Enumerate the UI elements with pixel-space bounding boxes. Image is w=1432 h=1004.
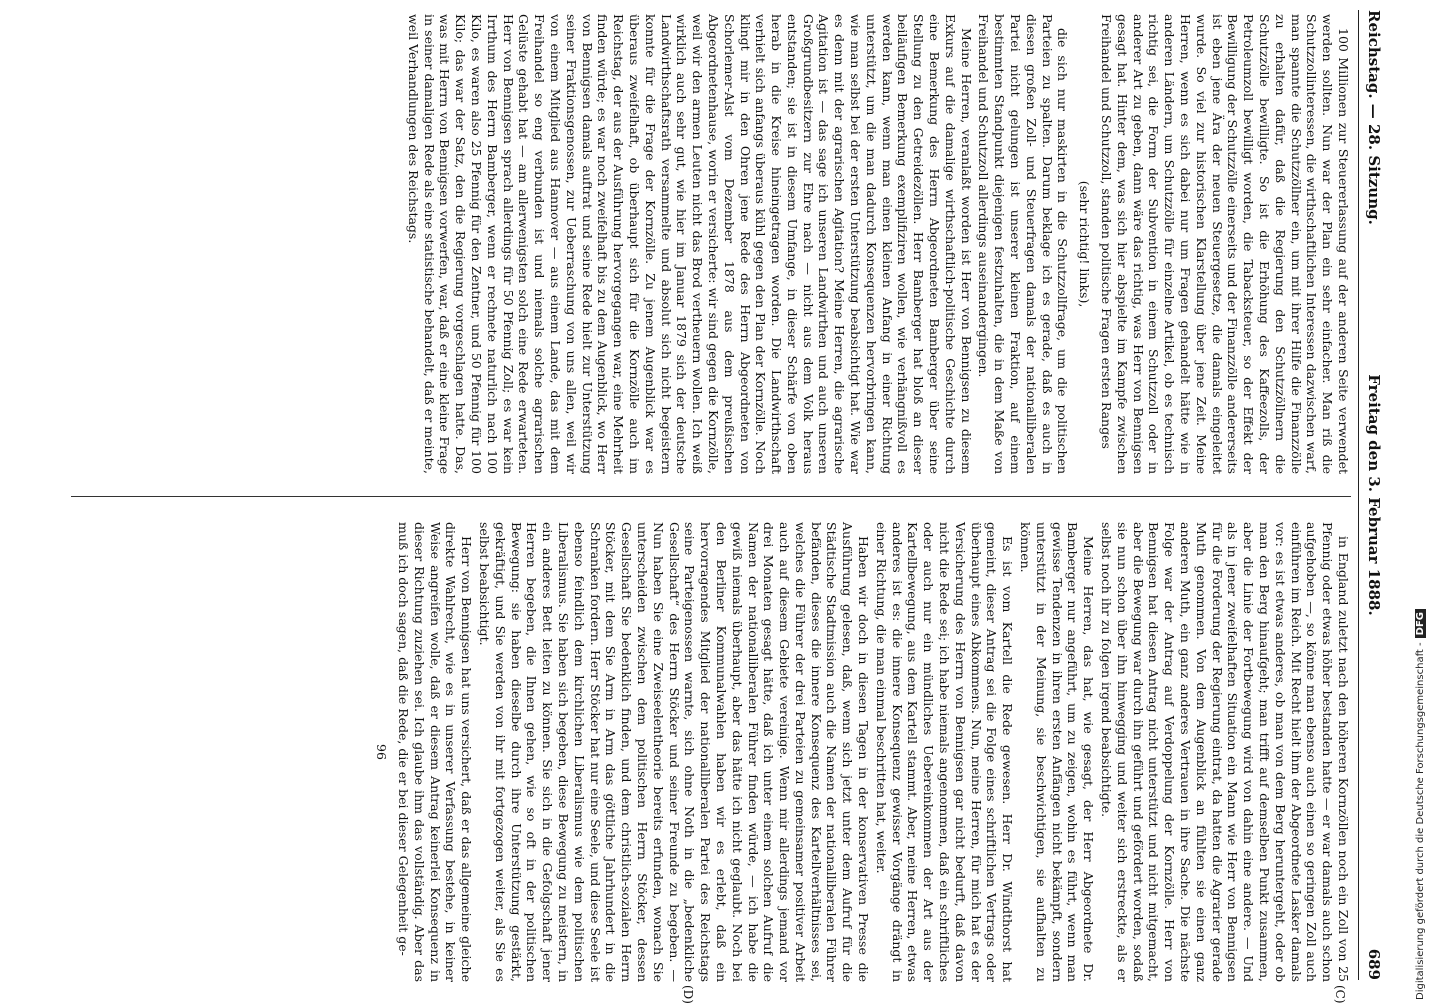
paragraph: Meine Herren, veranlaßt worden ist Herr von Bennigsen zu diesem Exkurs auf die damalige wirthschaftlich-politische Geschichte durch eine Bemerkung des Herrn Abgeordneten Bamberger über seine Stellung zu den Getreidezöllen. Herr Bamberger hat bloß an dieser beiläufigen Bemerkung exemplifiziren wollen, wie verhängnißvoll es werden kann, wenn man einen kleinen Anfang in einer Richtung unterstützt, um die man dadurch Konsequenzen hervorbringen kann, wie man selbst bei der ersten Unterstützung beabsichtigt hat. Wie war es denn mit der agrarischen Agitation? Meine Herren, die agrarische Agitation ist — das sage ich unseren Landwirthen und auch unseren Großgrundbesitzern zur Ehre nach — nicht aus dem Volk heraus entstanden; sie ist in diesem Umfange, in dieser Schärfe von oben herab in die Kreise hineingetragen worden. Die Landwirthschaft verhielt sich anfangs überaus kühl gegen den Plan der Kornzölle. Noch klingt mir in den Ohren jene Rede des Herrn Abgeordneten von Schorlemer-Alst vom Dezember 1878 aus dem preußischen Abgeordnetenhause, worin er versicherte: wir sind gegen die Kornzölle, weil wir den armen Leuten nicht das Brod vertheuern wollen. Ich weiß wirklich auch sehr gut, wie hier im Januar 1879 sich der deutsche Landwirthschaftsrath versammelte und absolut sich nicht begeistern konnte für die Frage der Kornzölle. Zu jenem Augenblick war es überaus zweifelhaft, ob überhaupt sich für die Kornzölle auch im Reichstag, der aus der Ausführung hervorgegangen war, eine Mehrheit finden würde; es war noch zweifelhaft bis zu dem Augenblick, wo Herr von Bennigsen damals auftrat und seine Rede hielt zur Unterstützung seiner Fraktionsgenossen, zur Ueberraschung von uns allen, weil wir von einem Mitglied aus Hannover — aus einem Lande, das mit dem Freihandel so eng verbunden ist und niemals solche agrarischen Gelüste gehabt hat — am allerwenigsten solch eine Rede erwarteten. Herr von Bennigsen sprach allerdings für 50 Pfennig Zoll; es war kein Irrthum des Herrn Bamberger, wenn er rechnete naturlich nach 100 Kilo, es waren also 25 Pfennig für den Zentner, und 50 Pfennig für 100 Kilo; das war der Satz, den die Regierung vorgeschlagen hatte. Das, was mit Herrn von Bennigsen vorwerfen, war, daß er eine kleine Frage in seiner damaligen Rede als eine statistische behandelt, daß er meinte, weil Verhandlungen des Reichstags. [405, 14, 974, 474]
paragraph: Haben wir doch in diesen Tagen in der konservativen Presse die Ausführung gelesen, daß, wenn sich jetzt unter dem Aufruf für die Städtische Stadtmission auch die Namen der nationalliberalen Führer befänden, dieses die innere Konsequenz des Kartellverhältnisses sei, welches die Führer der drei Parteien zu gemeinsamer positiver Arbeit auch auf diesem Gebiete vereinige. Wenn mir allerdings jemand vor drei Monaten gesagt hätte, daß ich unter einem solchen Aufruf die Namen der nationalliberalen Führer finden würde, — ich habe die gewiß niemals überhaupt, aber das hätte ich nicht geglaubt. Noch bei den Berliner Kommunalwahlen haben wir es erlebt, daß ein hervorragendes Mitglied der nationalliberalen Partei des Reichstags seine Parteigenossen warnte, sich ohne Noth in die „bedenkliche Gesellschaft“ des Herrn Stöcker und seiner Freunde zu begeben. — Nun haben Sie eine Zweiseelentheorie bereits erfunden, wonach Sie unterscheiden zwischen dem politischen Herrn Stöcker, dessen Gesellschaft Sie bedenklich finden, und dem christlich-sozialen Herrn Stöcker, mit dem Sie Arm in Arm das göttliche Jahrhundert in die Schranken fordern. Herr Stöcker hat nur eine Seele, und diese Seele ist ebenso feindlich dem kirchlichen Liberalismus wie dem politischen Liberalismus. Sie haben sich begeben, diese Bewegung zu meistern, in ein anderes Bett leiten zu können. Sie sich in die Gefolgschaft jener Herren begeben, die Ihnen gehen, wie so oft in der politischen Bewegung: sie haben dieselbe durch ihre Unterstützung gestärkt, gekräftigt, und Sie werden von ihr mit fortgezogen weiter, als Sie es selbst beabsichtigt. [476, 522, 872, 982]
header-rule [1358, 10, 1359, 980]
margin-marker-c: (C) [1333, 985, 1347, 1004]
page-header [1361, 10, 1387, 980]
credit-text: Digitalisierung gefördert durch die Deutsche Forschungsgemeinschaft - [1415, 642, 1426, 1000]
interjection: (sehr richtig! links), [1077, 180, 1093, 308]
paragraph: die sich nur maskirten in die Schutzzollfrage, um die politischen Parteien zu spalten. Darum beklage ich es gerade, daß es auch in diesen großen Zoll- und Steuerfragen damals der nationalliberalen Partei nicht gelungen ist unserer kleinen Fraktion, auf einem bestimmten Standpunkt diejenigen festzuhalten, die in dem Maße von Freihandel und Schutzzoll allerdings auseinandergingen. [976, 14, 1071, 474]
header-date: Freitag den 3. Februar 1888. [1365, 374, 1383, 616]
column-separator [71, 496, 1351, 497]
paragraph: in England zuletzt nach den höheren Kornzöllen noch ein Zoll von 25 Pfennig oder etwas höher bestanden hatte — er war damals auch schon aufgehoben —, so könne man ebenso auch einen so geringen Zoll auch einführen im Reich. Mit Recht hielt ihm der Abgeordnete Lasker damals vor: es ist etwas anderes, ob man von dem Berg heruntergeht, oder ob man den Berg hinaufgeht; man trifft auf demselben Punkt zusammen, aber die Linie der Fortbewegung wird von dahin eine andere. — Und als in jener zweifelhaften Situation ein Mann wie Herr von Bennigsen für die Forderung der Regierung eintrat, da hatten die Agrarier gerade Muth genommen. Von dem Augenblick an fühlten sie einen ganz anderen Muth, ein ganz anderes Vertrauen in ihre Sache. Die nächste Folge war der Antrag auf Verdoppelung der Kornzölle. Herr von Bennigsen hat diesen Antrag nicht unterstützt und nicht mitgemacht, aber die Bewegung war durch ihn geführt und gefördert worden, sodaß sie nun schon über ihn hinwegging und weiter sich erstreckte, als er selbst noch ihr zu folgen irgend beabsichtigte. [1099, 522, 1351, 982]
text-column-left [403, 14, 1351, 474]
paragraph: 100 Millionen zur Steuererlassung auf der anderen Seite verwendet werden sollten. Nun war der Plan ein sehr einfacher. Man riß die Schutzzollinteressen, die wirthschaftlichen Interessen dazwischen warf, man spannte die Schutzzöllner ein, um mit ihrer Hilfe die Finanzzölle zu erhalten dafür, daß die Regierung den Schutzzöllnern die Schutzzölle bewilligte. So ist die Erhöhung des Kaffeezolls, der Petroleumzoll bewilligt worden, die Tabacksteuer, so der Effekt der Bewilligung der Schutzzölle einerseits und der Finanzzölle andererseits ist eben jene Ära der neuen Steuergesetze, die damals eingeleitet wurde. So viel zur historischen Klarstellung über jene Zeit. Meine Herren, wenn es sich dabei nur um Fragen gehandelt hätte wie in anderen Ländern, um Schutzzölle für einzelne Artikel, ob es technisch richtig sei, die Form der Subvention in einem Schutzzoll oder in anderer Art zu geben, dann wäre das richtig, was Herr von Bennigsen gesagt hat. Hinter dem, was sich hier abspielte im Kampfe zwischen Freihandel und Schutzzoll, standen politische Fragen ersten Ranges [1099, 14, 1351, 474]
dfg-logo: DFG [1415, 609, 1426, 638]
digitization-credit [1415, 609, 1426, 1000]
rotated-page-content [35, 0, 1395, 1004]
paragraph: Herr von Bennigsen hat uns versichert, daß er das allgemeine gleiche direkte Wahlrecht, wie es in unserer Verfassung bestehe, in keiner Weise angreifen wolle, daß er diesem Antrag keinerlei Konsequenz in dieser Richtung zuziehen sei. Ich glaube ihm das vollständig. Aber das muß ich doch sagen, daß die Rede, die er bei dieser Gelegenheit ge- [395, 522, 475, 982]
paragraph: Meine Herren, das hat, wie gesagt, der Herr Abgeordnete Dr. Bamberger nur angeführt, um zu zeigen, wohin es führt, wenn man gewisse Tendenzen in ihren ersten Anfängen nicht bekämpft, sondern unterstützt in der Meinung, sie beschwichtigen, sie aufhalten zu können. [1018, 522, 1097, 982]
paragraph: Es ist vom Kartell die Rede gewesen. Herr Dr. Windthorst hat gemeint, dieser Antrag sei die Folge eines schriftlichen Vertrags oder überhaupt eines Abkommens. Nun, meine Herren, für mich hat es der Versicherung des Herrn von Bennigsen gar nicht bedurft, daß davon nicht die Rede sei; ich habe niemals angenommen, daß ein schriftliches oder auch nur ein mündliches Uebereinkommen der Art aus der Kartellbewegung, aus dem Kartell stammt. Aber, meine Herren, etwas anderes ist es: die innere Konsequenz gewisser Vorgänge drängt in einer Richtung, die man einmal beschritten hat, weiter. [873, 522, 1016, 982]
header-session: Reichstag. — 28. Sitzung. [1365, 10, 1383, 225]
signature-mark: 96 [374, 744, 390, 760]
page-number: 689 [1365, 948, 1383, 980]
text-column-right [367, 522, 1351, 982]
margin-marker-d: (D) [681, 985, 695, 1004]
